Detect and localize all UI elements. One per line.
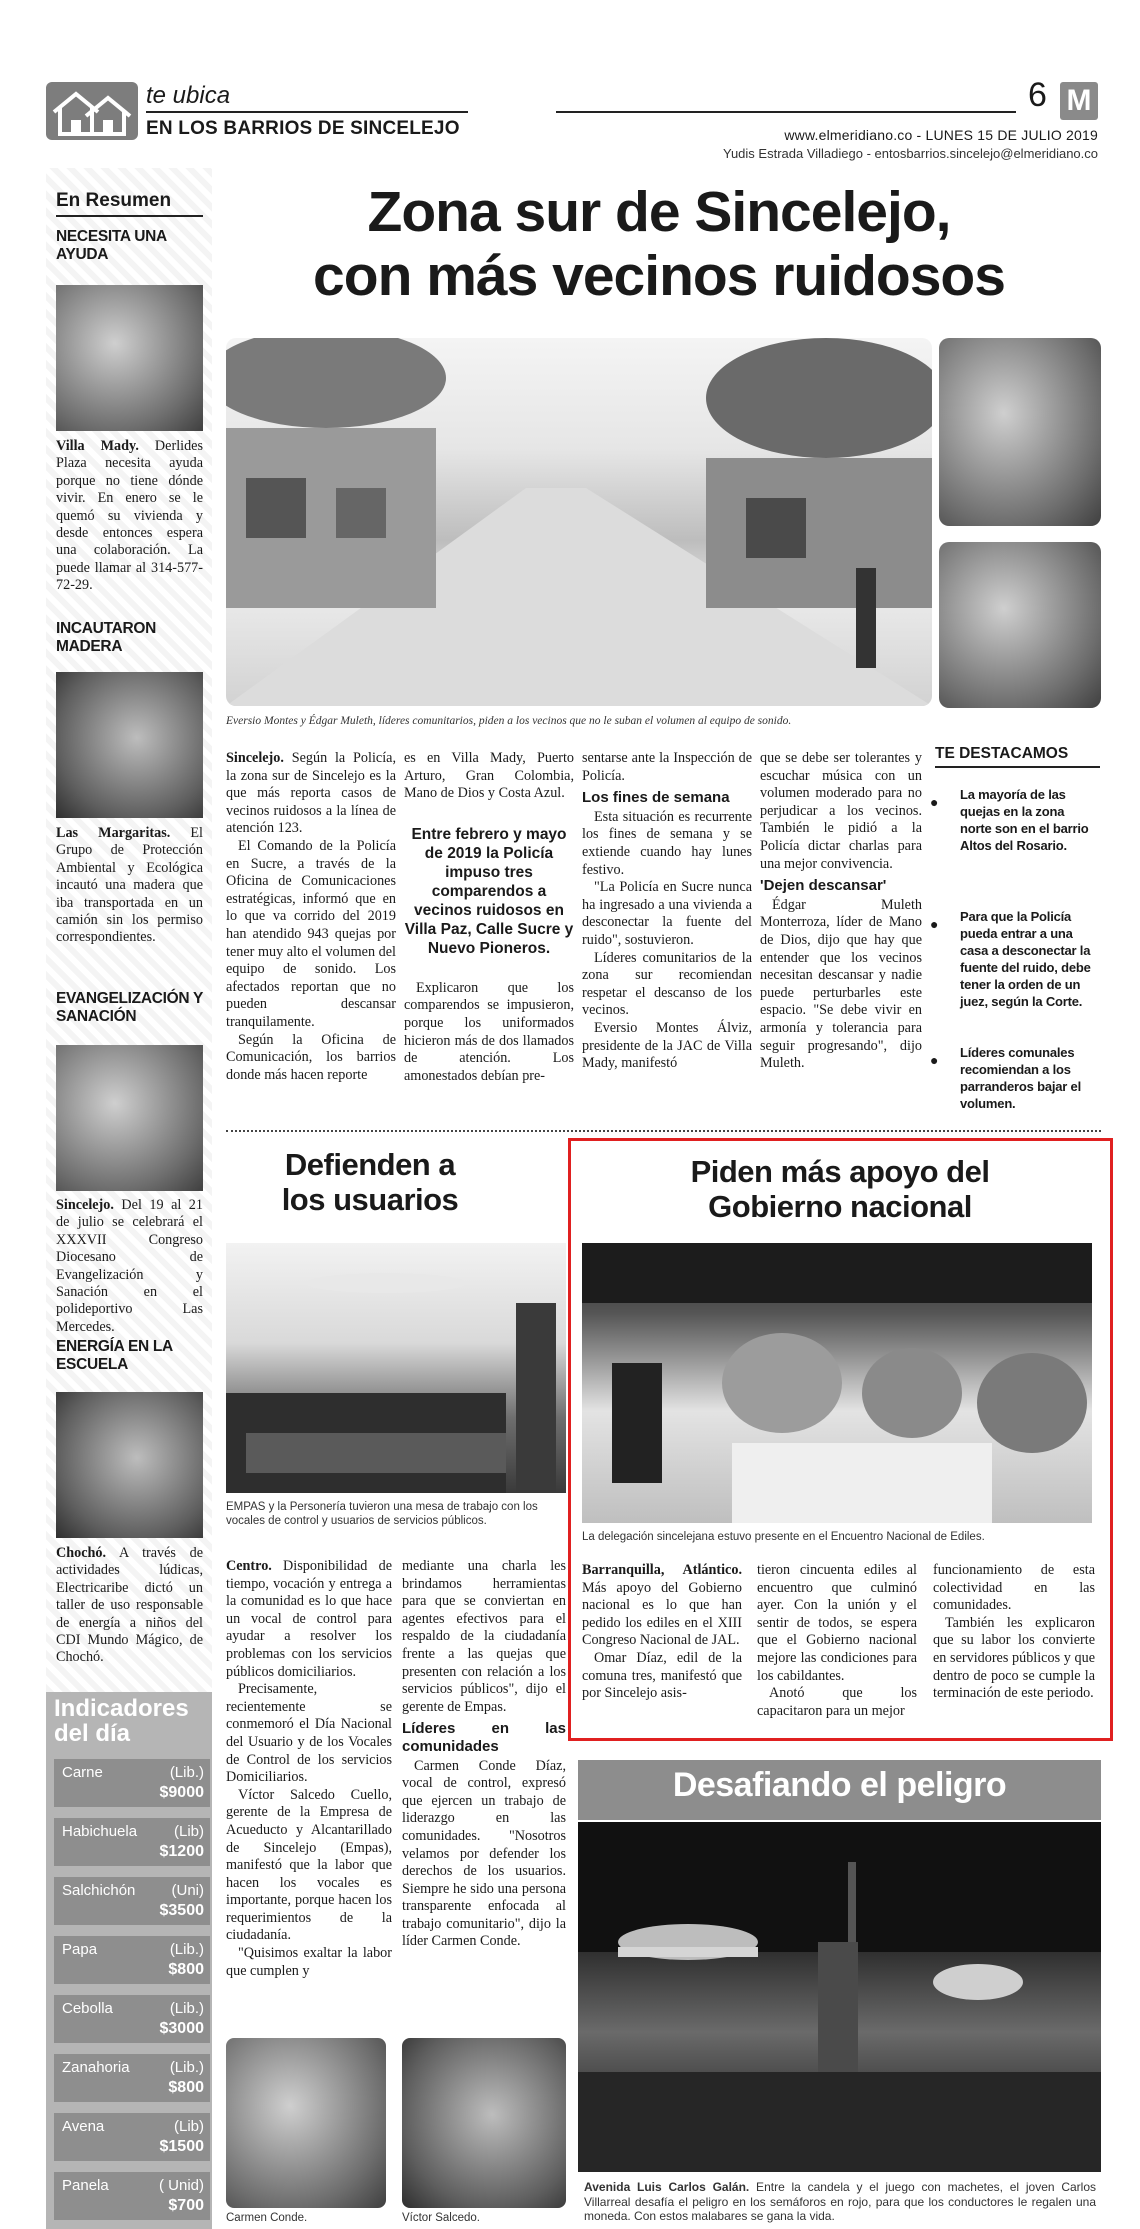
indicators-title: Indicadores del día xyxy=(54,1695,189,1747)
indicator-price: $3500 xyxy=(159,1902,204,1919)
headline-line-2: con más vecinos ruidosos xyxy=(313,244,1005,308)
indicator-price: $700 xyxy=(168,2197,204,2214)
indicator-row xyxy=(54,1936,210,1984)
date-line: www.elmeridiano.co - LUNES 15 DE JULIO 2019 xyxy=(784,127,1098,143)
woman-photo xyxy=(56,285,203,431)
main-column-3: sentarse ante la Inspección de Policía. Los fines de semana Esta situación es recurrente los fines de semana y se extiende cuando hay lunes festivo. "La Policía en Sucre nunca ha ingresado a una vivienda a desconectar la fuente del ruido", sostuvieron. Líderes comunitarios de la zona sur recomiendan respetar el descanso de los vecinos. Eversio Montes Álviz, presidente de la JAC de Villa Mady, manifestó xyxy=(582,750,752,1072)
indicator-unit: (Lib) xyxy=(173,1823,204,1840)
story3-column-2: tieron cincuenta ediles al encuentro que culminó ayer. Con la unión y el sentir de todos, se espera que el Gobierno nacional mejore las condiciones para los cabildantes. Anotó que los capacitaron para un mejor xyxy=(757,1562,917,1719)
indicator-row xyxy=(54,1818,210,1866)
indicator-name: Papa xyxy=(62,1941,98,1958)
newspaper-logo: M xyxy=(1060,82,1098,120)
house-icon xyxy=(46,82,138,140)
story2-column-1: Centro. Disponibilidad de tiempo, vocación y entrega a la comunidad es lo que hace un vocal de control para ayudar a resolver los problemas con los servicios públicos domiciliarios. Precisamente, recientemente se conmemoró el Día Nacional del Usuario y de los Vocales de Control de los servicios Domiciliarios. Víctor Salcedo Cuello, gerente de la Empresa de Acueducto y Alcantarillado de Sincelejo (Empas), manifestó que la labor que hacen los vocales es importante, porque hacen los requerimientos de la ciudadanía. "Quisimos exaltar la labor que cumplen y xyxy=(226,1558,392,1979)
story3-caption: La delegación sincelejana estuvo presente en el Encuentro Nacional de Ediles. xyxy=(582,1531,985,1543)
indicator-name: Avena xyxy=(62,2118,105,2135)
highlight-item: La mayoría de las quejas en la zona norte son en el barrio Altos del Rosario. xyxy=(960,787,1089,853)
sidebar-item-text: Villa Mady. Derlides Plaza necesita ayuda porque no tiene dónde vivir. En enero se le quemó su vivienda y desde entonces espera una colaboración. La puede llamar al 314-577-72-29. xyxy=(56,438,203,594)
indicator-row xyxy=(54,2172,210,2220)
indicator-unit: (Lib.) xyxy=(169,1764,204,1781)
indicator-unit: ( Unid) xyxy=(158,2177,204,2194)
indicator-name: Salchichón xyxy=(62,1882,136,1899)
indicator-unit: (Lib.) xyxy=(169,1941,204,1958)
story2-caption: EMPAS y la Personería tuvieron una mesa de trabajo con los vocales de control y usuarios de servicios públicos. xyxy=(226,1501,538,1527)
indicator-price: $9000 xyxy=(159,1784,204,1801)
indicator-price: $1200 xyxy=(159,1843,204,1860)
indicator-name: Zanahoria xyxy=(62,2059,130,2076)
indicator-row xyxy=(54,1877,210,1925)
meeting-hall-photo xyxy=(226,1243,566,1493)
sidebar-item-title: INCAUTARON MADERA xyxy=(56,620,157,655)
sidebar-item-text: Sincelejo. Del 19 al 21 de julio se celebrará el XXXVII Congreso Diocesano de Evangelización y Sanación en el polideportivo Las Mercedes. xyxy=(56,1197,203,1335)
children-photo xyxy=(56,1392,203,1538)
story3-headline: Piden más apoyo del Gobierno nacional xyxy=(690,1154,990,1224)
sidebar-item-text: Las Margaritas. El Grupo de Protección Ambiental y Ecológica incautó una madera que iba transportada en un camión sin los permiso correspondientes. xyxy=(56,825,203,946)
indicator-unit: (Lib) xyxy=(173,2118,204,2135)
highlight-item: Líderes comunales recomiendan a los parranderos bajar el volumen. xyxy=(960,1045,1081,1111)
bishop-photo xyxy=(56,1045,203,1191)
story3-column-1: Barranquilla, Atlántico. Más apoyo del Gobierno nacional es lo que han pedido los ediles en el XIII Congreso Nacional de JAL. Omar Díaz, edil de la comuna tres, manifestó que por Sincelejo asis- xyxy=(582,1562,742,1702)
photo-caption-carmen: Carmen Conde. xyxy=(226,2212,308,2224)
subhead: Líderes en las comunidades xyxy=(402,1720,566,1755)
sidebar-item-title: ENERGÍA EN LA ESCUELA xyxy=(56,1338,173,1373)
carmen-conde-photo xyxy=(226,2038,386,2208)
indicator-unit: (Lib.) xyxy=(169,2000,204,2017)
main-column-1: Sincelejo. Según la Policía, la zona sur de Sincelejo es la que más reporta casos de vecinos ruidosos a la línea de atención 123. El Comando de la Policía en Sucre, a través de la Oficina de Comunicaciones estratégicas, informó que en lo que va corrido del 2019 han atendido 943 quejas por tener muy alto el volumen del equipo de sonido. Los afectados reportan que no pueden descansar tranquilamente. Según la Oficina de Comunicación, los barrios donde más hacen reporte xyxy=(226,750,396,1083)
main-photo-caption: Eversio Montes y Édgar Muleth, líderes comunitarios, piden a los vecinos que no le suban el volumen al equipo de sonido. xyxy=(226,715,792,727)
sidebar-heading: En Resumen xyxy=(56,190,172,211)
story2-column-2: mediante una charla les brindamos herramientas para que se conviertan en agentes efectivos para el respaldo de la ciudadanía frente a las quejas que presenten con relación a los servicios públicos", dijo el gerente de Empas. Líderes en las comunidades Carmen Conde Díaz, vocal de control, expresó que ejercen un trabajo de liderazgo en las comunidades. "Nosotros velamos por defender los derechos de los usuarios. Siempre he sido una persona transparente enfocada al trabajo comunitario", dijo la líder Carmen Conde. xyxy=(402,1558,566,1950)
section-kicker: te ubica xyxy=(146,82,231,109)
bullet-icon: ● xyxy=(930,796,939,811)
section-title: EN LOS BARRIOS DE SINCELEJO xyxy=(146,118,460,139)
pull-quote: Entre febrero y mayo de 2019 la Policía impuso tres comparendos a vecinos ruidosos en Villa Paz, Calle Sucre y Nuevo Pioneros. xyxy=(404,825,574,957)
indicator-row xyxy=(54,2113,210,2161)
section-logo-box xyxy=(46,82,138,140)
indicator-row xyxy=(54,1995,210,2043)
indicator-unit: (Uni) xyxy=(171,1882,204,1899)
author-line: Yudis Estrada Villadiego - entosbarrios.sincelejo@elmeridiano.co xyxy=(723,146,1098,161)
indicator-price: $1500 xyxy=(159,2138,204,2155)
crowd-scene xyxy=(582,1243,1092,1523)
subhead: 'Dejen descansar' xyxy=(760,877,887,895)
sidebar-item-title: EVANGELIZACIÓN Y SANACIÓN xyxy=(56,990,203,1025)
story4-headline: Desafiando el peligro xyxy=(672,1766,1007,1804)
night-street-scene xyxy=(578,1822,1101,2172)
main-column-4: que se debe ser tolerantes y escuchar música con un volumen moderado para no perjudicar a los vecinos. También le pidió a la Policía dictar charlas para una mejor convivencia. 'Dejen descansar' Édgar Muleth Monterroza, líder de Mano de Dios, dijo que hay que entender que los vecinos necesitan descansar y nadie puede perturbarles este espacio. "Se debe vivir en armonía y tolerancia para seguir progresando", dijo Muleth. xyxy=(760,750,922,1072)
highlight-item: Para que la Policía pueda entrar a una casa a desconectar la fuente del ruido, debe tener la orden de un juez, según la Corte. xyxy=(960,909,1091,1009)
story2-headline: Defienden a los usuarios xyxy=(281,1147,459,1217)
headline-line-1: Zona sur de Sincelejo, xyxy=(367,180,951,244)
truck-wood-photo xyxy=(56,672,203,818)
sidebar-item-text: Chochó. A través de actividades lúdicas, Electricaribe dictó un taller de uso responsable de energía a niños del CDI Mundo Mágico, de Chochó. xyxy=(56,1545,203,1666)
portrait-edgar-photo xyxy=(939,542,1101,708)
story4-caption: Avenida Luis Carlos Galán. Entre la candela y el juego con machetes, el joven Carlos Villarreal desafía el peligro en los semáforos en rojo, para que los conductores le regalen una moneda. Con estos malabares se gana la vida. xyxy=(584,2180,1097,2223)
indicator-name: Habichuela xyxy=(62,1823,138,1840)
indicator-name: Panela xyxy=(62,2177,109,2194)
photo-caption-victor: Víctor Salcedo. xyxy=(402,2212,480,2224)
bullet-icon: ● xyxy=(930,1054,939,1069)
indicator-row xyxy=(54,1759,210,1807)
fire-juggler-photo xyxy=(578,1822,1101,2172)
ediles-congress-photo xyxy=(582,1243,1092,1523)
victor-salcedo-photo xyxy=(402,2038,566,2208)
street-photo xyxy=(226,338,932,706)
page-number: 6 xyxy=(1028,76,1047,114)
street-scene xyxy=(226,338,932,706)
main-column-2: es en Villa Mady, Puerto Arturo, Gran Colombia, Mano de Dios y Costa Azul. Entre febrero y mayo de 2019 la Policía impuso tres comparendos a vecinos ruidosos en Villa Paz, Calle Sucre y Nuevo Pioneros. Explicaron que los comparendos se impusieron, porque los uniformados hicieron más de dos llamados de atención. Los amonestados debían pre- xyxy=(404,750,574,1084)
audience-scene xyxy=(226,1243,566,1493)
subhead: Los fines de semana xyxy=(582,789,730,807)
section-divider xyxy=(226,1130,1101,1132)
portrait-eversio-photo xyxy=(939,338,1101,526)
indicator-price: $3000 xyxy=(159,2020,204,2037)
indicator-price: $800 xyxy=(168,2079,204,2096)
indicator-name: Cebolla xyxy=(62,2000,113,2017)
indicator-price: $800 xyxy=(168,1961,204,1978)
highlights-title: TE DESTACAMOS xyxy=(935,745,1069,762)
sidebar-item-title: NECESITA UNA AYUDA xyxy=(56,228,167,263)
story3-column-3: funcionamiento de esta colectividad en las comunidades. También les explicaron que su labor los convierte en servidores públicos y que dentro de poco se cumple la terminación de este periodo. xyxy=(933,1562,1095,1702)
bullet-icon: ● xyxy=(930,918,939,933)
indicator-name: Carne xyxy=(62,1764,103,1781)
indicator-unit: (Lib.) xyxy=(169,2059,204,2076)
indicator-row xyxy=(54,2054,210,2102)
